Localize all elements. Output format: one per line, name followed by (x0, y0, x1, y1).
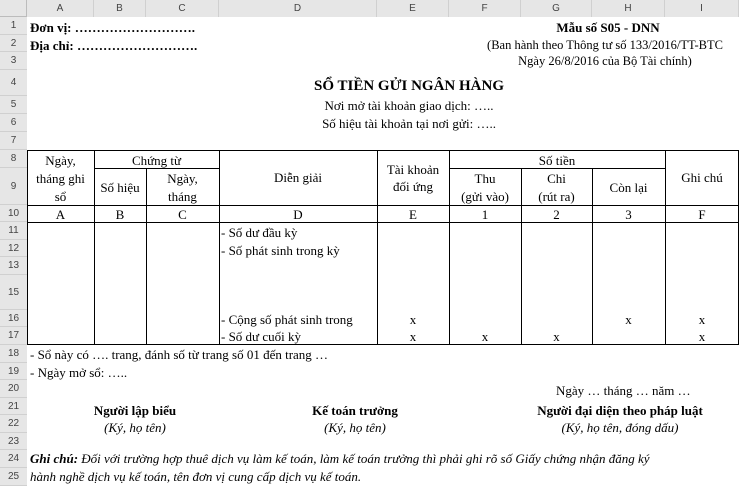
cell-g17: x (553, 329, 560, 344)
th-dien-giai: Diễn giải (273, 170, 322, 185)
row-header-20[interactable]: 20 (0, 380, 27, 398)
th-chung-tu: Chứng từ (131, 153, 182, 168)
table-border-chungtu (94, 168, 219, 169)
row-so-du-cuoi-ky: - Số dư cuối kỳ (221, 329, 301, 344)
column-header-i[interactable]: I (665, 0, 739, 17)
account-number: Số hiệu tài khoản tại nơi gửi: ….. (322, 116, 496, 131)
row-header-24[interactable]: 24 (0, 450, 27, 468)
row-header-7[interactable]: 7 (0, 132, 27, 150)
preparer-sign: (Ký, họ tên) (104, 420, 166, 435)
code-b: B (115, 207, 125, 222)
th-ngay-3: sổ (54, 189, 67, 204)
code-a: A (55, 207, 66, 222)
column-header-a[interactable]: A (27, 0, 94, 17)
column-header-c[interactable]: C (146, 0, 219, 17)
table-border-bottom (27, 344, 739, 345)
table-border-code-row (27, 222, 739, 223)
th-thu-1: Thu (474, 171, 496, 186)
page-title: SỔ TIỀN GỬI NGÂN HÀNG (313, 78, 505, 94)
th-ghi-chu: Ghi chú (681, 170, 723, 185)
row-so-phat-sinh: - Số phát sinh trong kỳ (221, 243, 340, 258)
th-tai-khoan-2: đối ứng (393, 179, 433, 194)
code-d: D (293, 207, 303, 222)
th-ngay-thang-2: tháng (168, 189, 197, 204)
legal-rep-title: Người đại diện theo pháp luật (537, 403, 703, 418)
th-chi-2: (rút ra) (538, 189, 575, 204)
cell-f17: x (481, 329, 489, 344)
column-header-h[interactable]: H (592, 0, 665, 17)
column-header-e[interactable]: E (377, 0, 449, 17)
chief-accountant-title: Kế toán trưởng (312, 403, 398, 418)
issued-by-line-1: (Ban hành theo Thông tư số 133/2016/TT-BTC (487, 38, 723, 52)
chief-accountant-sign: (Ký, họ tên) (324, 420, 386, 435)
date-line: Ngày … tháng … năm … (556, 383, 691, 398)
cell-i17: x (698, 329, 706, 344)
row-header-18[interactable]: 18 (0, 345, 27, 363)
row-header-19[interactable]: 19 (0, 363, 27, 380)
preparer-title: Người lập biểu (93, 403, 177, 418)
row-header-1[interactable]: 1 (0, 17, 27, 35)
code-3: 3 (625, 207, 632, 222)
th-ngay-1: Ngày, (45, 153, 76, 168)
row-header-15[interactable]: 15 (0, 275, 27, 310)
row-header-22[interactable]: 22 (0, 415, 27, 433)
row-header-16[interactable]: 16 (0, 310, 27, 327)
row-header-2[interactable]: 2 (0, 35, 27, 52)
row-header-11[interactable]: 11 (0, 222, 27, 240)
th-tai-khoan-1: Tài khoản (386, 162, 440, 177)
code-2: 2 (553, 207, 560, 222)
account-place: Nơi mở tài khoản giao dịch: ….. (324, 98, 494, 113)
th-ngay-thang-1: Ngày, (167, 171, 198, 186)
table-border-header-bottom (27, 205, 739, 206)
code-f: F (698, 207, 706, 222)
row-header-9[interactable]: 9 (0, 168, 27, 205)
th-so-hieu: Số hiệu (100, 180, 140, 195)
dia-chi-label: Địa chỉ: ………………………. (30, 38, 198, 53)
row-cong-so-phat-sinh: - Cộng số phát sinh trong (221, 312, 353, 327)
row-header-10[interactable]: 10 (0, 205, 27, 222)
note-label: Ghi chú: (30, 451, 79, 466)
th-thu-2: (gửi vào) (461, 189, 509, 204)
cell-i16: x (698, 312, 706, 327)
select-all-corner[interactable] (0, 0, 27, 17)
row-header-12[interactable]: 12 (0, 240, 27, 257)
row-header-21[interactable]: 21 (0, 398, 27, 415)
cell-h16: x (625, 312, 632, 327)
note-line-2: hành nghề dịch vụ kế toán, tên đơn vị cung cấp dịch vụ kế toán. (30, 469, 362, 484)
cell-e17: x (409, 329, 417, 344)
note-text-1: Đối với trường hợp thuê dịch vụ làm kế toán, làm kế toán trưởng thì phải ghi rõ số Giấy chứng nhận đăng ký (78, 451, 650, 466)
row-header-4[interactable]: 4 (0, 70, 27, 96)
row-header-5[interactable]: 5 (0, 96, 27, 114)
open-date-note: - Ngày mở sổ: ….. (30, 365, 128, 380)
page-count-note: - Sổ này có …. trang, đánh số từ trang số 01 đến trang … (30, 347, 329, 362)
row-header-23[interactable]: 23 (0, 433, 27, 450)
table-border-top (27, 150, 739, 151)
note-line-1 (30, 451, 650, 466)
code-c: C (178, 207, 187, 222)
column-header-b[interactable]: B (94, 0, 146, 17)
code-e: E (409, 207, 417, 222)
don-vi-label: Đơn vị: ………………………. (30, 20, 196, 35)
table-border-sotien (449, 168, 665, 169)
row-header-17[interactable]: 17 (0, 327, 27, 345)
th-ngay-2: tháng ghi (36, 171, 85, 186)
column-header-d[interactable]: D (219, 0, 377, 17)
form-code: Mẫu số S05 - DNN (556, 20, 660, 35)
column-header-g[interactable]: G (521, 0, 592, 17)
code-1: 1 (481, 207, 489, 222)
issued-by-line-2: Ngày 26/8/2016 của Bộ Tài chính) (518, 54, 692, 68)
row-header-13[interactable]: 13 (0, 257, 27, 275)
row-header-25[interactable]: 25 (0, 468, 27, 486)
row-header-6[interactable]: 6 (0, 114, 27, 132)
row-so-du-dau-ky: - Số dư đầu kỳ (221, 225, 298, 240)
th-con-lai: Còn lại (609, 180, 648, 195)
th-chi-1: Chi (547, 171, 566, 186)
legal-rep-sign: (Ký, họ tên, đóng dấu) (561, 420, 679, 435)
th-so-tien: Số tiền (538, 153, 576, 168)
cell-e16: x (409, 312, 417, 327)
row-header-3[interactable]: 3 (0, 52, 27, 70)
row-header-8[interactable]: 8 (0, 150, 27, 168)
column-header-f[interactable]: F (449, 0, 521, 17)
